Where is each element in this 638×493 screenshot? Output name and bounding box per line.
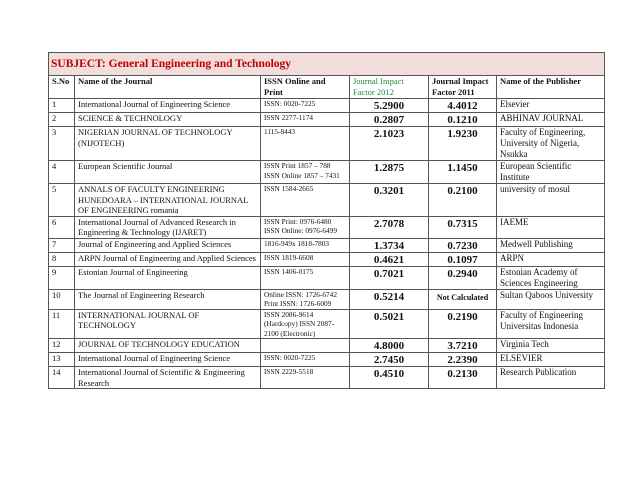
table-row — [49, 289, 605, 309]
header-jif-2012: Journal Impact Factor 2012 — [350, 76, 429, 99]
row-jif-2012: 1.2875 — [350, 161, 429, 184]
table-row — [49, 266, 605, 289]
journal-table-container — [48, 52, 604, 389]
row-jif-2012: 0.5021 — [350, 309, 429, 339]
row-jif-2012: 0.5214 — [350, 289, 429, 309]
row-journal-name: SCIENCE & TECHNOLOGY — [75, 113, 261, 127]
row-journal-name: International Journal of Scientific & Engineering Research — [75, 367, 261, 389]
row-journal-name: ARPN Journal of Engineering and Applied Sciences — [75, 252, 261, 266]
row-jif-2012: 0.2807 — [350, 113, 429, 127]
row-publisher: Virginia Tech — [497, 339, 605, 353]
header-journal-name: Name of the Journal — [75, 76, 261, 99]
row-sno: 4 — [49, 161, 75, 184]
row-sno: 5 — [49, 184, 75, 217]
row-journal-name: Journal of Engineering and Applied Sciences — [75, 238, 261, 252]
row-jif-2012: 2.1023 — [350, 127, 429, 161]
row-jif-2011: 0.7315 — [429, 216, 497, 238]
row-journal-name: International Journal of Advanced Research in Engineering & Technology (IJARET) — [75, 216, 261, 238]
row-journal-name: European Scientific Journal — [75, 161, 261, 184]
row-publisher: Elsevier — [497, 99, 605, 113]
row-jif-2011: 0.2130 — [429, 367, 497, 389]
row-publisher: Research Publication — [497, 367, 605, 389]
row-jif-2012: 0.4510 — [350, 367, 429, 389]
row-sno: 14 — [49, 367, 75, 389]
row-sno: 1 — [49, 99, 75, 113]
row-issn: ISSN 1819-6608 — [261, 252, 350, 266]
row-publisher: ABHINAV JOURNAL — [497, 113, 605, 127]
row-publisher: IAEME — [497, 216, 605, 238]
table-row — [49, 309, 605, 339]
row-journal-name: International Journal of Engineering Science — [75, 99, 261, 113]
row-jif-2012: 2.7078 — [350, 216, 429, 238]
row-issn: ISSN: 0020-7225 — [261, 353, 350, 367]
row-issn — [261, 339, 350, 353]
table-row — [49, 184, 605, 217]
row-issn: ISSN 2229-5518 — [261, 367, 350, 389]
row-publisher: Sultan Qaboos University — [497, 289, 605, 309]
table-body — [49, 99, 605, 389]
table-row — [49, 216, 605, 238]
journal-table — [48, 52, 605, 389]
row-issn: 1115-8443 — [261, 127, 350, 161]
row-issn: ISSN 1584-2665 — [261, 184, 350, 217]
row-sno: 10 — [49, 289, 75, 309]
row-journal-name: JOURNAL OF TECHNOLOGY EDUCATION — [75, 339, 261, 353]
row-jif-2011: Not Calculated — [429, 289, 497, 309]
row-sno: 9 — [49, 266, 75, 289]
row-issn: 1816-949x 1818-7803 — [261, 238, 350, 252]
row-sno: 7 — [49, 238, 75, 252]
table-row — [49, 367, 605, 389]
header-issn: ISSN Online and Print — [261, 76, 350, 99]
row-jif-2011: 0.2190 — [429, 309, 497, 339]
row-journal-name: ANNALS OF FACULTY ENGINEERING HUNEDOARA – INTERNATIONAL JOURNAL OF ENGINEERING romania — [75, 184, 261, 217]
row-sno: 11 — [49, 309, 75, 339]
row-publisher: Medwell Publishing — [497, 238, 605, 252]
row-journal-name: International Journal of Engineering Science — [75, 353, 261, 367]
table-row — [49, 252, 605, 266]
table-row — [49, 99, 605, 113]
row-journal-name: The Journal of Engineering Research — [75, 289, 261, 309]
row-publisher: university of mosul — [497, 184, 605, 217]
row-publisher: European Scientific Institute — [497, 161, 605, 184]
row-jif-2011: 1.9230 — [429, 127, 497, 161]
header-row — [49, 76, 605, 99]
row-issn: ISSN 2277-1174 — [261, 113, 350, 127]
row-journal-name: Estonian Journal of Engineering — [75, 266, 261, 289]
row-sno: 12 — [49, 339, 75, 353]
row-issn: ISSN: 0020-7225 — [261, 99, 350, 113]
row-publisher: ARPN — [497, 252, 605, 266]
row-sno: 13 — [49, 353, 75, 367]
header-sno: S.No — [49, 76, 75, 99]
table-row — [49, 113, 605, 127]
row-jif-2011: 3.7210 — [429, 339, 497, 353]
table-row — [49, 161, 605, 184]
row-jif-2011: 0.7230 — [429, 238, 497, 252]
row-issn: ISSN 2086-9614 (Hardcopy) ISSN 2087-2100 (Electronic) — [261, 309, 350, 339]
header-publisher: Name of the Publisher — [497, 76, 605, 99]
row-jif-2012: 2.7450 — [350, 353, 429, 367]
row-sno: 2 — [49, 113, 75, 127]
row-jif-2011: 1.1450 — [429, 161, 497, 184]
row-journal-name: NIGERIAN JOURNAL OF TECHNOLOGY (NIJOTECH) — [75, 127, 261, 161]
row-sno: 6 — [49, 216, 75, 238]
table-row — [49, 127, 605, 161]
row-jif-2012: 5.2900 — [350, 99, 429, 113]
row-jif-2012: 0.4621 — [350, 252, 429, 266]
row-sno: 8 — [49, 252, 75, 266]
header-jif-2011: Journal Impact Factor 2011 — [429, 76, 497, 99]
table-row — [49, 339, 605, 353]
row-jif-2011: 0.2100 — [429, 184, 497, 217]
subject-heading: SUBJECT: General Engineering and Technology — [49, 53, 605, 76]
row-jif-2012: 1.3734 — [350, 238, 429, 252]
row-issn: ISSN Print: 0976-6480 ISSN Online: 0976-6499 — [261, 216, 350, 238]
row-jif-2011: 0.1210 — [429, 113, 497, 127]
row-publisher: ELSEVIER — [497, 353, 605, 367]
row-jif-2012: 4.8000 — [350, 339, 429, 353]
row-publisher: Faculty of Engineering, University of Nigeria, Nsukka — [497, 127, 605, 161]
row-jif-2011: 2.2390 — [429, 353, 497, 367]
table-row — [49, 353, 605, 367]
row-jif-2011: 0.2940 — [429, 266, 497, 289]
row-journal-name: INTERNATIONAL JOURNAL OF TECHNOLOGY — [75, 309, 261, 339]
row-issn: ISSN 1406-0175 — [261, 266, 350, 289]
row-sno: 3 — [49, 127, 75, 161]
table-row — [49, 238, 605, 252]
row-jif-2012: 0.3201 — [350, 184, 429, 217]
row-jif-2011: 4.4012 — [429, 99, 497, 113]
row-jif-2011: 0.1097 — [429, 252, 497, 266]
row-publisher: Estonian Academy of Sciences Engineering — [497, 266, 605, 289]
row-publisher: Faculty of Engineering Universitas Indonesia — [497, 309, 605, 339]
row-issn: Online ISSN: 1726-6742 Print ISSN: 1726-6009 — [261, 289, 350, 309]
row-jif-2012: 0.7021 — [350, 266, 429, 289]
row-issn: ISSN Print 1857 – 788 ISSN Online 1857 – 7431 — [261, 161, 350, 184]
